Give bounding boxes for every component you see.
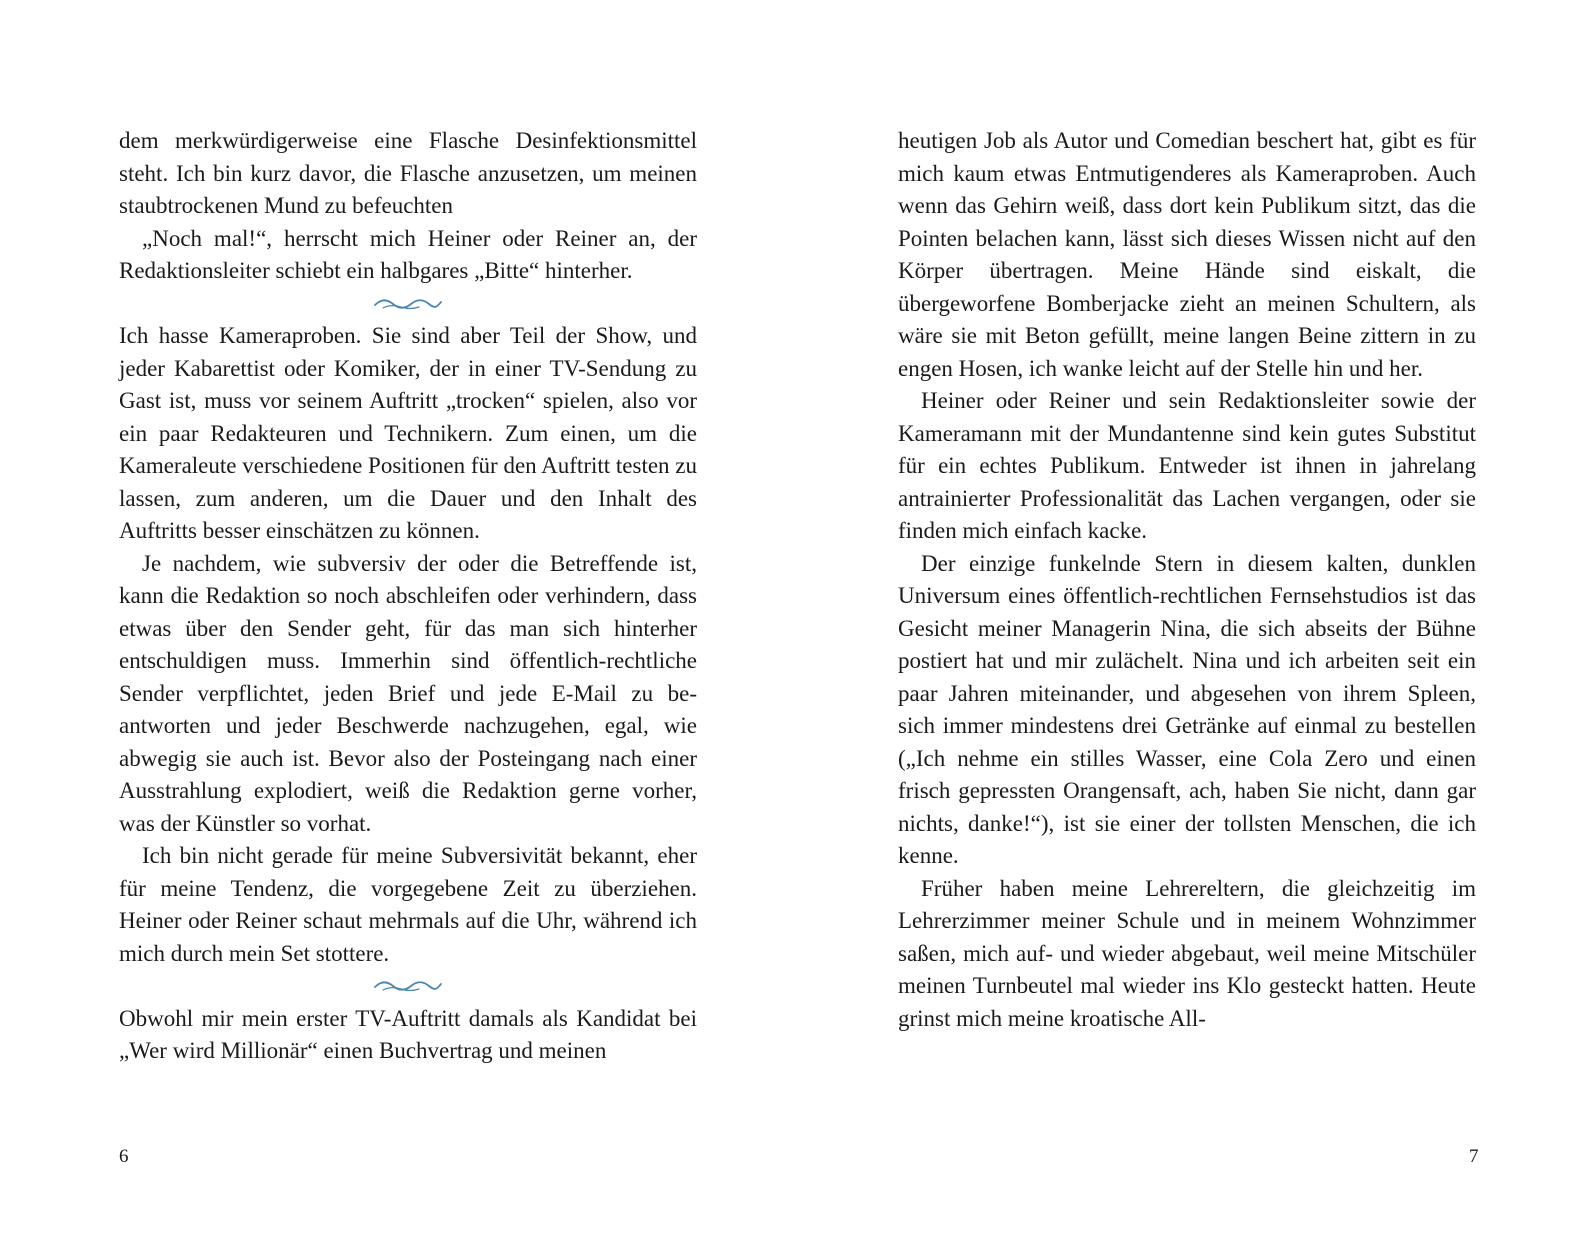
paragraph: „Noch mal!“, herrscht mich Heiner oder Reiner an, der Redaktionsleiter schiebt ein halbgares „Bitte“ hinterher. (119, 225, 697, 283)
paragraph: Ich bin nicht gerade für meine Subversivität bekannt, eher für meine Tendenz, die vorgegebene Zeit zu überziehen. Heiner oder Reiner schaut mehrmals auf die Uhr, während ich mich durch mein Set stottere. (119, 843, 697, 966)
paragraph: Der einzige funkelnde Stern in diesem kalten, dunklen Universum eines öffentlich-rechtlichen Fernsehstudios ist das Gesicht meiner Managerin Nina, die sich abseits der Bühne postiert hat und mir zulächelt. Nina und ich arbeiten seit ein paar Jahren miteinander, und abgesehen von ihrem Spleen, sich immer mindestens drei Getränke auf einmal zu bestellen („Ich nehme ein stilles Wasser, eine Cola Zero und einen frisch gepressten Orangensaft, ach, haben Sie nicht, dann gar nichts, danke!“), ist sie einer der tollsten Menschen, die ich kenne. (898, 550, 1476, 868)
wave-ornament-icon (119, 288, 697, 321)
wave-ornament-icon (119, 970, 697, 1003)
page-number-left: 6 (119, 1146, 129, 1167)
paragraph: Ich hasse Kameraproben. Sie sind aber Teil der Show, und jeder Kabarettist oder Komiker, der in einer TV-Sendung zu Gast ist, muss vor seinem Auftritt „trocken“ spielen, also vor ein paar Redakteuren und Technikern. Zum einen, um die Kameraleute verschiedene Positionen für den Auftritt testen zu lassen, zum anderen, um die Dauer und den Inhalt des Auftritts besser einschätzen zu können. (119, 323, 697, 543)
paragraph: Je nachdem, wie subversiv der oder die Betreffende ist, kann die Redaktion so noch abschleifen oder verhindern, dass etwas über den Sender geht, für das man sich hinterher entschuldigen muss. Immerhin sind öffentlich-rechtliche Sender verpflichtet, jeden Brief und jede E-Mail zu beantworten und jeder Beschwerde nachzugehen, egal, wie abwegig sie auch ist. Bevor also der Posteingang nach einer Ausstrahlung explodiert, weiß die Redaktion gerne vorher, was der Künstler so vorhat. (119, 550, 697, 836)
page-number-right: 7 (1469, 1146, 1479, 1167)
left-page (119, 125, 697, 1068)
paragraph: Obwohl mir mein erster TV-Auftritt damals als Kandidat bei „Wer wird Millionär“ einen Buchvertrag und meinen (119, 1005, 697, 1063)
right-page (898, 125, 1476, 1035)
paragraph: Früher haben meine Lehrereltern, die gleichzeitig im Lehrerzimmer meiner Schule und in meinem Wohnzimmer saßen, mich auf- und wieder abgebaut, weil meine Mitschüler meinen Turnbeutel mal wieder ins Klo gesteckt hatten. Heute grinst mich meine kroatische All- (898, 875, 1476, 1031)
paragraph: dem merkwürdigerweise eine Flasche Desinfektionsmittel steht. Ich bin kurz davor, die Flasche anzusetzen, um meinen staubtrockenen Mund zu befeuchten (119, 128, 697, 218)
paragraph: heutigen Job als Autor und Comedian beschert hat, gibt es für mich kaum etwas Entmutigenderes als Kameraproben. Auch wenn das Gehirn weiß, dass dort kein Publikum sitzt, das die Pointen belachen kann, lässt sich dieses Wissen nicht auf den Körper übertragen. Meine Hände sind eiskalt, die übergeworfene Bomberjacke zieht an meinen Schultern, als wäre sie mit Beton gefüllt, meine langen Beine zittern in zu engen Hosen, ich wanke leicht auf der Stelle hin und her. (898, 128, 1476, 381)
paragraph: Heiner oder Reiner und sein Redaktionsleiter sowie der Kameramann mit der Mundantenne sind kein gutes Substitut für ein echtes Publikum. Entweder ist ihnen in jahrelang antrainierter Professionalität das Lachen vergangen, oder sie finden mich einfach kacke. (898, 388, 1476, 543)
